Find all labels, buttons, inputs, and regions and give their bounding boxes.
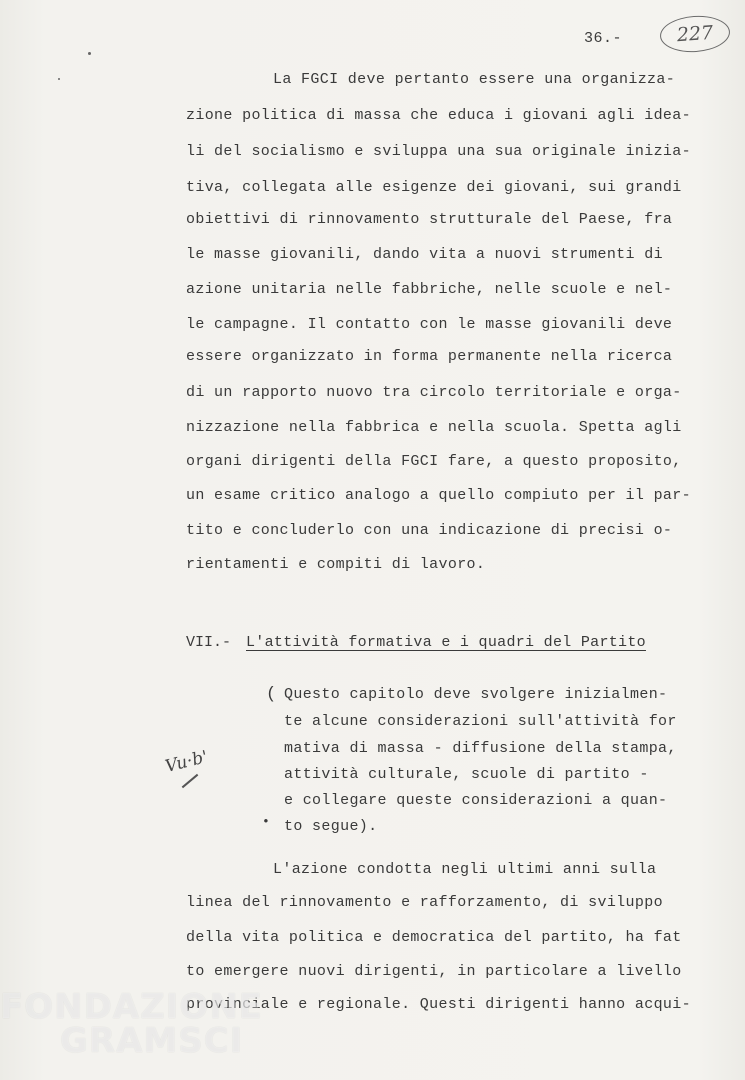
paragraph-line: L'azione condotta negli ultimi anni sulla: [273, 861, 657, 878]
quote-open-paren: (: [266, 685, 277, 704]
bullet-mark: •: [262, 814, 270, 829]
quote-line: Questo capitolo deve svolgere inizialmen-: [284, 686, 668, 703]
archive-stamp-number: 227: [676, 21, 714, 47]
paragraph-line: azione unitaria nelle fabbriche, nelle scuole e nel-: [186, 281, 673, 298]
paragraph-line: zione politica di massa che educa i giovani agli idea-: [186, 107, 691, 124]
archive-stamp: [659, 14, 731, 55]
paragraph-line: linea del rinnovamento e rafforzamento, di sviluppo: [186, 894, 663, 911]
paragraph-line: obiettivi di rinnovamento strutturale del Paese, fra: [186, 211, 673, 228]
paragraph-line: tiva, collegata alle esigenze dei giovani, sui grandi: [186, 179, 682, 196]
paragraph-line: li del socialismo e sviluppa una sua originale inizia-: [186, 143, 691, 160]
paragraph-line: le masse giovanili, dando vita a nuovi strumenti di: [186, 246, 663, 263]
quote-line: e collegare queste considerazioni a quan-: [284, 792, 668, 809]
handwritten-slash-mark: [182, 774, 199, 788]
paragraph-line: di un rapporto nuovo tra circolo territoriale e orga-: [186, 384, 682, 401]
paragraph-line: essere organizzato in forma permanente nella ricerca: [186, 348, 673, 365]
paragraph-line: nizzazione nella fabbrica e nella scuola. Spetta agli: [186, 419, 682, 436]
watermark-line: FONDAZIONE: [0, 987, 264, 1027]
quote-line: te alcune considerazioni sull'attività for: [284, 713, 677, 730]
paragraph-line: organi dirigenti della FGCI fare, a questo proposito,: [186, 453, 682, 470]
speck-mark: [58, 78, 60, 80]
watermark-logo: [0, 987, 264, 1061]
handwritten-margin-note: Vu·b': [163, 747, 210, 777]
page-number: 36.-: [584, 30, 623, 47]
paragraph-line: della vita politica e democratica del partito, ha fat: [186, 929, 682, 946]
speck-mark: [88, 52, 91, 55]
paragraph-line: tito e concluderlo con una indicazione di precisi o-: [186, 522, 673, 539]
section-title: L'attività formativa e i quadri del Partito: [246, 634, 646, 651]
paragraph-line: le campagne. Il contatto con le masse giovanili deve: [186, 316, 673, 333]
paragraph-line: provinciale e regionale. Questi dirigenti hanno acqui-: [186, 996, 691, 1013]
section-number: VII.-: [186, 634, 232, 651]
quote-line: mativa di massa - diffusione della stampa,: [284, 740, 677, 757]
quote-line: attività culturale, scuole di partito -: [284, 766, 649, 783]
paragraph-line: to emergere nuovi dirigenti, in particolare a livello: [186, 963, 682, 980]
quote-line: to segue).: [284, 818, 378, 835]
paragraph-line: un esame critico analogo a quello compiuto per il par-: [186, 487, 691, 504]
paragraph-line: rientamenti e compiti di lavoro.: [186, 556, 486, 573]
paragraph-line: La FGCI deve pertanto essere una organizza-: [273, 71, 676, 88]
watermark-line: GRAMSCI: [60, 1021, 244, 1061]
